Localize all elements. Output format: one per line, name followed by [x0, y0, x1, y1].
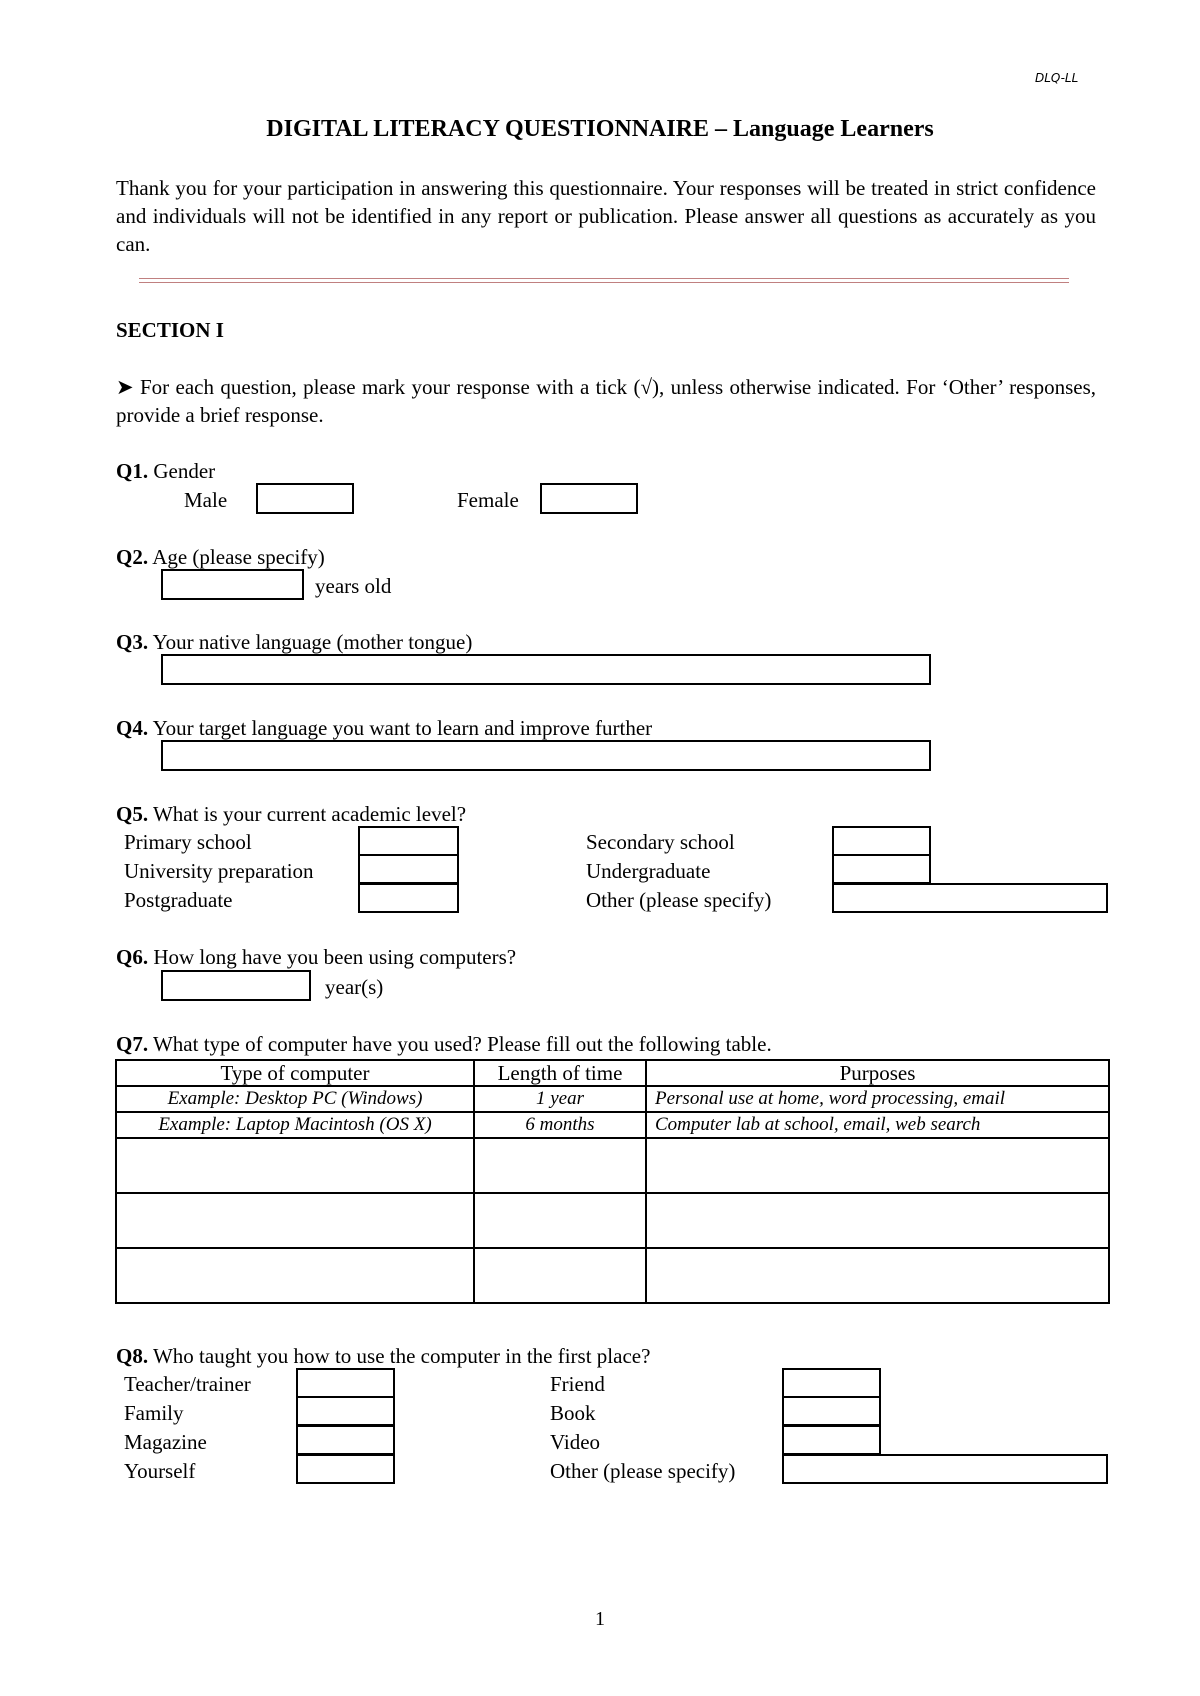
- q4-target-language-input[interactable]: [161, 740, 931, 771]
- q8-option-label: Video: [550, 1430, 601, 1454]
- table-cell: 1 year: [474, 1086, 646, 1112]
- table-input-cell[interactable]: [474, 1138, 646, 1193]
- table-cell: Computer lab at school, email, web search: [646, 1112, 1109, 1138]
- q8-family-checkbox[interactable]: [296, 1396, 395, 1426]
- q1-prompt: Q1. Gender: [116, 459, 216, 483]
- table-cell: Personal use at home, word processing, email: [646, 1086, 1109, 1112]
- divider-bottom: [139, 282, 1069, 283]
- q8-option-label: Friend: [550, 1372, 605, 1396]
- table-cell: 6 months: [474, 1112, 646, 1138]
- q6-prompt: Q6. How long have you been using computers?: [116, 945, 517, 969]
- q7-computer-table: [115, 1059, 1110, 1304]
- table-cell: Example: Laptop Macintosh (OS X): [116, 1112, 474, 1138]
- table-row: [116, 1112, 1109, 1138]
- q5-other-input[interactable]: [832, 883, 1108, 913]
- q8-option-label: Family: [124, 1401, 184, 1425]
- q5-option-label: Undergraduate: [586, 859, 711, 883]
- page-number: 1: [595, 1608, 605, 1630]
- q5-primary-checkbox[interactable]: [358, 826, 459, 856]
- q8-option-label: Other (please specify): [550, 1459, 736, 1483]
- q5-option-label: University preparation: [124, 859, 314, 883]
- table-row-blank: [116, 1248, 1109, 1303]
- q2-suffix: years old: [315, 574, 392, 598]
- q4-prompt: Q4. Your target language you want to learn and improve further: [116, 716, 653, 740]
- table-row-blank: [116, 1138, 1109, 1193]
- q8-option-label: Book: [550, 1401, 596, 1425]
- q5-undergraduate-checkbox[interactable]: [832, 854, 931, 884]
- q5-option-label: Secondary school: [586, 830, 735, 854]
- q1-female-checkbox[interactable]: [540, 483, 638, 514]
- q8-book-checkbox[interactable]: [782, 1396, 881, 1426]
- table-input-cell[interactable]: [116, 1248, 474, 1303]
- table-input-cell[interactable]: [474, 1248, 646, 1303]
- document-code: DLQ-LL: [1035, 71, 1079, 85]
- q5-university-prep-checkbox[interactable]: [358, 854, 459, 884]
- q5-option-label: Postgraduate: [124, 888, 233, 912]
- q8-yourself-checkbox[interactable]: [296, 1454, 395, 1484]
- q5-postgraduate-checkbox[interactable]: [358, 883, 459, 913]
- table-header-cell: Purposes: [646, 1060, 1109, 1086]
- table-input-cell[interactable]: [474, 1193, 646, 1248]
- table-input-cell[interactable]: [646, 1248, 1109, 1303]
- q8-video-checkbox[interactable]: [782, 1425, 881, 1455]
- instruction: [116, 373, 1096, 429]
- q1-male-label: Male: [184, 488, 228, 512]
- q8-magazine-checkbox[interactable]: [296, 1425, 395, 1455]
- q1-male-checkbox[interactable]: [256, 483, 354, 514]
- table-header-row: [116, 1060, 1109, 1086]
- table-input-cell[interactable]: [646, 1193, 1109, 1248]
- q2-prompt: Q2. Age (please specify): [116, 545, 325, 569]
- q8-option-label: Yourself: [124, 1459, 196, 1483]
- arrow-bullet-icon: ➤: [116, 375, 140, 399]
- table-cell: Example: Desktop PC (Windows): [116, 1086, 474, 1112]
- q7-prompt: Q7. What type of computer have you used? Please fill out the following table.: [116, 1032, 772, 1056]
- q5-option-label: Other (please specify): [586, 888, 772, 912]
- q8-prompt: Q8. Who taught you how to use the computer in the first place?: [116, 1344, 651, 1368]
- table-header-cell: Type of computer: [116, 1060, 474, 1086]
- q6-suffix: year(s): [325, 975, 384, 999]
- q8-other-input[interactable]: [782, 1454, 1108, 1484]
- page-title: DIGITAL LITERACY QUESTIONNAIRE – Language Learners: [266, 116, 934, 142]
- instruction-text: For each question, please mark your response with a tick (√), unless otherwise indicated. For ‘Other’ responses, provide a brief response.: [116, 375, 1096, 427]
- q8-option-label: Magazine: [124, 1430, 207, 1454]
- q3-native-language-input[interactable]: [161, 654, 931, 685]
- section-title: SECTION I: [116, 318, 224, 342]
- table-row-blank: [116, 1193, 1109, 1248]
- q1-female-label: Female: [457, 488, 519, 512]
- q8-option-label: Teacher/trainer: [124, 1372, 251, 1396]
- table-row: [116, 1086, 1109, 1112]
- q5-secondary-checkbox[interactable]: [832, 826, 931, 856]
- q5-option-label: Primary school: [124, 830, 252, 854]
- table-input-cell[interactable]: [116, 1193, 474, 1248]
- q5-prompt: Q5. What is your current academic level?: [116, 802, 467, 826]
- table-input-cell[interactable]: [116, 1138, 474, 1193]
- q8-teacher-checkbox[interactable]: [296, 1368, 395, 1398]
- q2-age-input[interactable]: [161, 569, 304, 600]
- divider-top: [139, 278, 1069, 279]
- q8-friend-checkbox[interactable]: [782, 1368, 881, 1398]
- table-input-cell[interactable]: [646, 1138, 1109, 1193]
- q3-prompt: Q3. Your native language (mother tongue): [116, 630, 473, 654]
- q6-years-input[interactable]: [161, 970, 311, 1001]
- table-header-cell: Length of time: [474, 1060, 646, 1086]
- intro-paragraph: Thank you for your participation in answering this questionnaire. Your responses will be treated in strict confidence and individuals will not be identified in any report or publication. Please answer all questions as accurately as you can.: [116, 176, 1096, 256]
